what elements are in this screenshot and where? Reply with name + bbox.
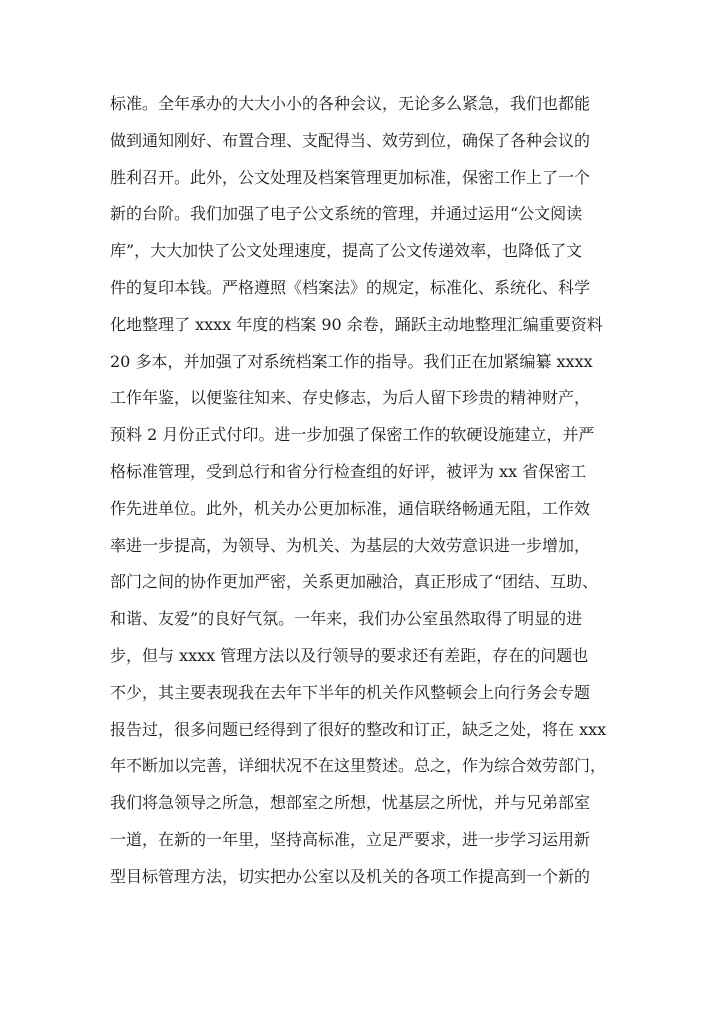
text-line: 20 多本，并加强了对系统档案工作的指导。我们正在加紧编纂 xxxx bbox=[110, 351, 593, 371]
text-line: 步，但与 xxxx 管理方法以及行领导的要求还有差距，存在的问题也 bbox=[110, 645, 589, 665]
text-line: 预料 2 月份正式付印。进一步加强了保密工作的软硬设施建立，并严 bbox=[110, 425, 595, 445]
text-line: 工作年鉴，以便鉴往知来、存史修志，为后人留下珍贵的精神财产， bbox=[110, 388, 591, 408]
text-line: 新的台阶。我们加强了电子公文系统的管理，并通过运用“公文阅读 bbox=[110, 204, 583, 224]
text-line: 格标准管理，受到总行和省分行检查组的好评，被评为 xx 省保密工 bbox=[110, 461, 587, 481]
text-line: 标准。全年承办的大大小小的各种会议，无论多么紧急，我们也都能 bbox=[110, 94, 591, 113]
text-line: 作先进单位。此外，机关办公更加标准，通信联络畅通无阻，工作效 bbox=[110, 498, 591, 518]
body-text bbox=[110, 86, 630, 896]
text-line: 部门之间的协作更加严密，关系更加融洽，真正形成了“团结、互助、 bbox=[110, 572, 599, 592]
text-line: 不少，其主要表现我在去年下半年的机关作风整顿会上向行务会专题 bbox=[110, 682, 591, 702]
text-line: 胜利召开。此外，公文处理及档案管理更加标准，保密工作上了一个 bbox=[110, 167, 591, 187]
text-line: 一道，在新的一年里，坚持高标准，立足严要求，进一步学习运用新 bbox=[110, 829, 591, 849]
text-line: 和谐、友爱”的良好气氛。一年来，我们办公室虽然取得了明显的进 bbox=[110, 609, 583, 629]
text-line: 件的复印本钱。严格遵照《档案法》的规定，标准化、系统化、科学 bbox=[110, 277, 591, 297]
text-line: 年不断加以完善，详细状况不在这里赘述。总之，作为综合效劳部门， bbox=[110, 756, 607, 776]
text-line: 化地整理了 xxxx 年度的档案 90 余卷，踊跃主动地整理汇编重要资料 bbox=[110, 314, 603, 334]
text-line: 率进一步提高，为领导、为机关、为基层的大效劳意识进一步增加， bbox=[110, 535, 591, 555]
text-line: 做到通知刚好、布置合理、支配得当、效劳到位，确保了各种会议的 bbox=[110, 130, 591, 150]
text-line: 我们将急领导之所急，想部室之所想，忧基层之所忧，并与兄弟部室 bbox=[110, 793, 591, 813]
text-line: 型目标管理方法，切实把办公室以及机关的各项工作提高到一个新的 bbox=[110, 866, 591, 886]
text-line: 库”，大大加快了公文处理速度，提高了公文传递效率，也降低了文 bbox=[110, 241, 583, 261]
text-line: 报告过，很多问题已经得到了很好的整改和订正，缺乏之处，将在 xxx bbox=[110, 719, 607, 739]
